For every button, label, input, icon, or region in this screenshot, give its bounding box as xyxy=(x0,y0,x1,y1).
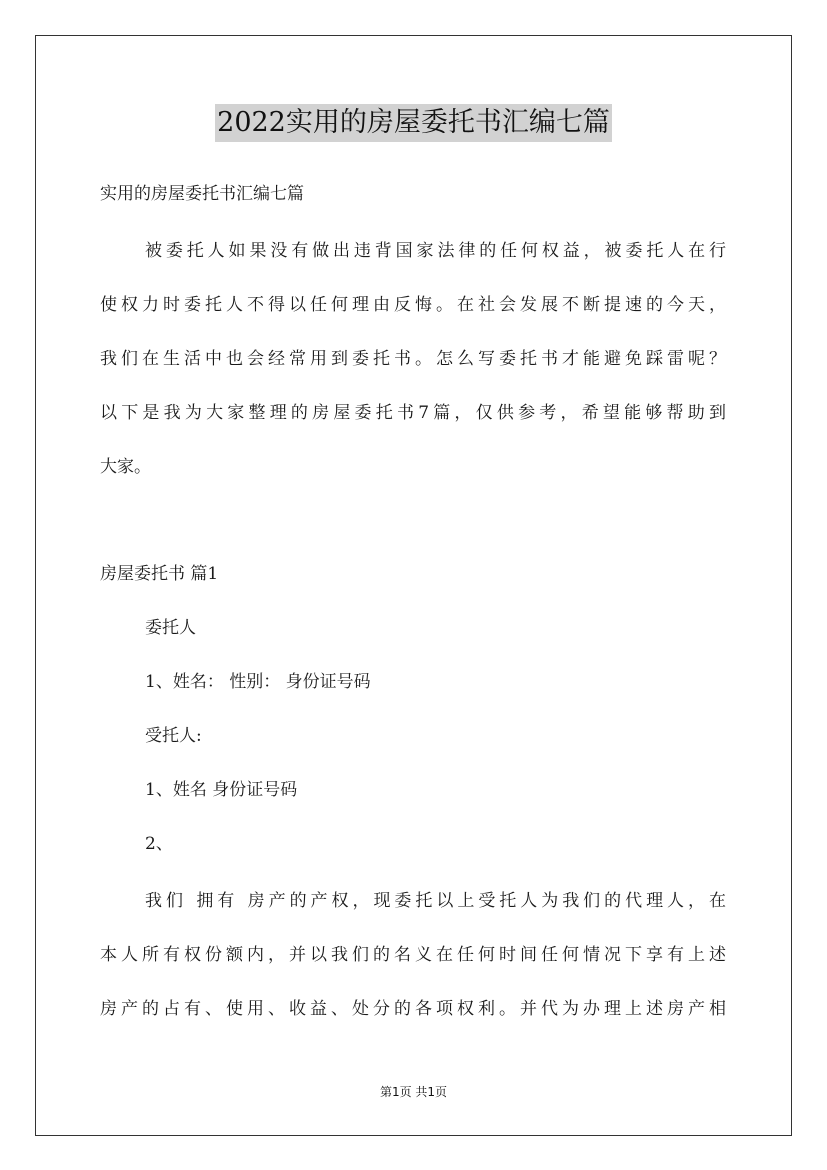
body-line-2: 本人所有权份额内，并以我们的名义在任何时间任何情况下享有上述 xyxy=(100,945,726,965)
page-footer: 第1页 共1页 xyxy=(379,1085,448,1099)
principal-label: 委托人 xyxy=(145,618,196,638)
document-title: 2022实用的房屋委托书汇编七篇 xyxy=(215,104,612,142)
intro-line-5: 大家。 xyxy=(100,457,151,477)
agent-label: 受托人: xyxy=(145,726,202,746)
title-container xyxy=(0,104,827,142)
body-line-1: 我们 拥有 房产的产权，现委托以上受托人为我们的代理人，在 xyxy=(145,891,726,911)
intro-line-4: 以下是我为大家整理的房屋委托书7篇，仅供参考，希望能够帮助到 xyxy=(100,403,726,423)
intro-line-2: 使权力时委托人不得以任何理由反悔。在社会发展不断提速的今天， xyxy=(100,295,726,315)
body-line-3: 房产的占有、使用、收益、处分的各项权利。并代为办理上述房产相 xyxy=(100,999,726,1019)
principal-fields: 1、姓名： 性别： 身份证号码 xyxy=(145,672,371,692)
section-heading: 房屋委托书 篇1 xyxy=(100,564,219,584)
intro-line-1: 被委托人如果没有做出违背国家法律的任何权益，被委托人在行 xyxy=(145,241,726,261)
agent-fields-1: 1、姓名 身份证号码 xyxy=(145,780,298,800)
intro-line-3: 我们在生活中也会经常用到委托书。怎么写委托书才能避免踩雷呢？ xyxy=(100,349,726,369)
agent-fields-2: 2、 xyxy=(145,834,173,854)
subtitle: 实用的房屋委托书汇编七篇 xyxy=(100,184,304,204)
